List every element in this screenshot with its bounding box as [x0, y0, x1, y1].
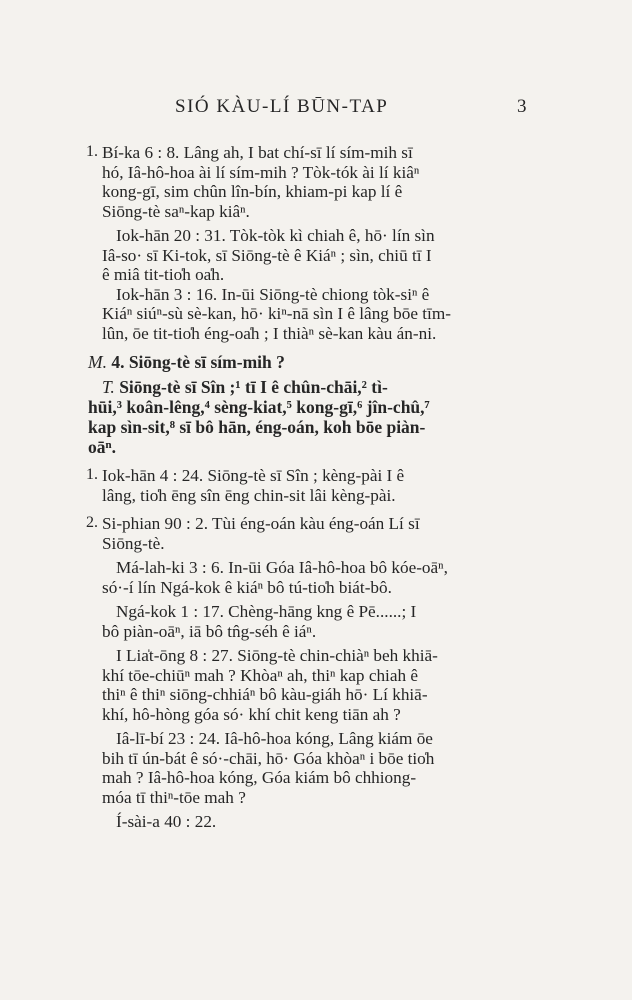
- answer-line: oāⁿ.: [88, 437, 116, 457]
- text-line: kong-gī, sim chûn lîn-bín, khiam-pi kap lí ê: [102, 182, 403, 201]
- answer-mark-label: T.: [102, 377, 115, 397]
- answer-block: [0, 377, 632, 457]
- text-line: Ngá-kok 1 : 17. Chèng-hāng kng ê Pē......; I: [116, 602, 417, 621]
- text-line: Iâ-lī-bí 23 : 24. Iâ-hô-hoa kóng, Lâng kiám ōe: [116, 729, 433, 748]
- verse-block-iokhan-3: [0, 285, 632, 344]
- text-line: thiⁿ ê thiⁿ siōng-chhiáⁿ bô kàu-giáh hō· Lí khiā-: [102, 685, 428, 704]
- text-line: Kiáⁿ siúⁿ-sù sè-kan, hō· kiⁿ-nā sìn I ê lâng bōe tīm-: [102, 304, 451, 323]
- verse-block-ilibi: [0, 729, 632, 807]
- answer-text: Siōng-tè sī Sîn ;¹ tī I ê chûn-chāi,² tì-: [119, 377, 388, 397]
- text-line: mah ? Iâ-hô-hoa kóng, Góa kiám bô chhiong-: [102, 768, 417, 787]
- verse-block-iokhan-4: [86, 466, 544, 505]
- text-line: bô piàn-oāⁿ, iā bô tn̂g-séh ê iáⁿ.: [102, 621, 317, 641]
- text-line: Má-lah-ki 3 : 6. In-ūi Góa Iâ-hô-hoa bô kóe-oāⁿ,: [116, 558, 448, 577]
- item-number: 1.: [86, 143, 98, 160]
- text-line: Í-sài-a 40 : 22.: [116, 812, 217, 831]
- text-line: móa tī thiⁿ-tōe mah ?: [102, 787, 246, 807]
- question-text: 4. Siōng-tè sī sím-mih ?: [111, 352, 285, 372]
- text-line: lâng, tio̍h ēng sîn ēng chin-sit lâi kèng-pài.: [102, 485, 396, 505]
- item-number: 1.: [86, 466, 98, 483]
- verse-block-iokhan-20: [0, 226, 632, 285]
- item-number: 2.: [86, 514, 98, 531]
- verse-block-bika: [86, 143, 544, 221]
- answer-line: [88, 377, 544, 397]
- verse-block-ngakok: [0, 602, 632, 641]
- text-line: só·-í lín Ngá-kok ê kiáⁿ bô tú-tio̍h biát-bô.: [102, 577, 392, 597]
- text-line: ê miâ tit-tio̍h oa̍h.: [102, 265, 225, 284]
- text-line: Iâ-so· sī Ki-tok, sī Siōng-tè ê Kiáⁿ ; sìn, chiū tī I: [102, 245, 432, 265]
- text-line: Si-phian 90 : 2. Tùi éng-oán kàu éng-oán Lí sī: [102, 514, 420, 533]
- verse-block-siphian: [86, 514, 544, 553]
- answer-line: kap sìn-sit,⁸ sī bô hān, éng-oán, koh bōe piàn-: [88, 417, 426, 437]
- text-line: lûn, ōe tit-tio̍h éng-oa̍h ; I thiàⁿ sè-kan kàu án-ni.: [102, 323, 437, 343]
- text-line: bih tī ún-bát ê só·-chāi, hō· Góa khòaⁿ i bōe tio̍h: [102, 748, 435, 768]
- text-line: Iok-hān 4 : 24. Siōng-tè sī Sîn ; kèng-pài I ê: [102, 466, 405, 485]
- question-heading: [88, 352, 544, 372]
- verse-block-isaia: [0, 812, 632, 832]
- page-number: 3: [517, 96, 527, 117]
- text-line: Siōng-tè saⁿ-kap kiâⁿ.: [102, 201, 250, 221]
- text-line: Bí-ka 6 : 8. Lâng ah, I bat chí-sī lí sím-mih sī: [102, 143, 413, 162]
- text-line: khí tōe-chiūⁿ mah ? Khòaⁿ ah, thiⁿ kap chiah ê: [102, 665, 418, 685]
- verse-block-malahki: [0, 558, 632, 597]
- running-title: SIÓ KÀU-LÍ BŪN-TAP: [175, 96, 389, 117]
- page-header: [0, 96, 632, 120]
- text-line: Iok-hān 3 : 16. In-ūi Siōng-tè chiong tòk-siⁿ ê: [116, 284, 430, 304]
- question-mark-label: M.: [88, 352, 107, 372]
- page-content: [0, 143, 632, 832]
- text-line: Iok-hān 20 : 31. Tòk-tòk kì chiah ê, hō· lín sìn: [116, 226, 435, 245]
- text-line: I Lia̍t-ōng 8 : 27. Siōng-tè chin-chiàⁿ beh khiā-: [116, 646, 438, 665]
- verse-block-liatong: [0, 646, 632, 724]
- text-line: hó, Iâ-hô-hoa ài lí sím-mih ? Tòk-tók ài lí kiâⁿ: [102, 162, 420, 182]
- answer-line: hūi,³ koân-lêng,⁴ sèng-kiat,⁵ kong-gī,⁶ jîn-chû,⁷: [88, 397, 430, 417]
- text-line: khí, hô-hòng góa só· khí chit keng tiān ah ?: [102, 704, 401, 724]
- text-line: Siōng-tè.: [102, 533, 165, 553]
